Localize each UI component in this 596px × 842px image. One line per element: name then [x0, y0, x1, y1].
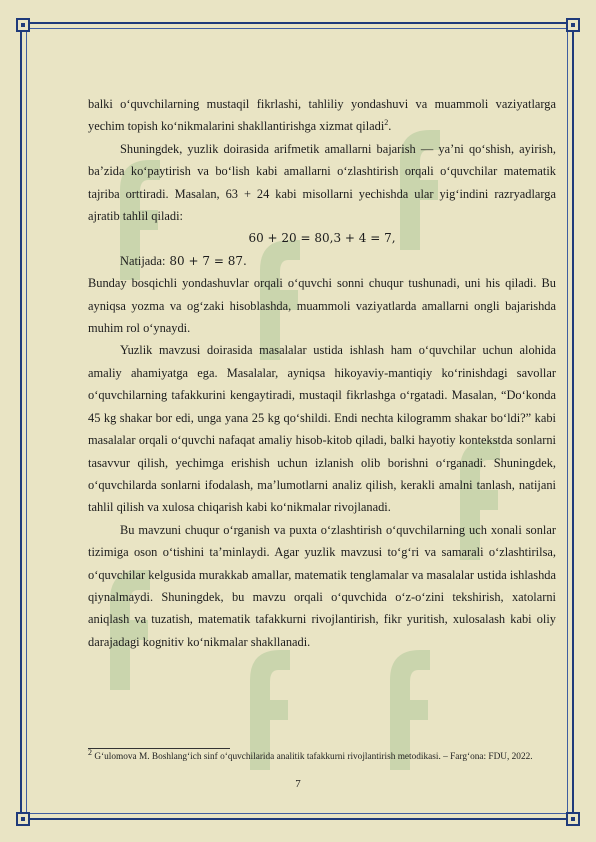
result-label: Natijada:: [120, 253, 166, 268]
result-line: [88, 250, 556, 272]
paragraph: Bunday bosqichli yondashuvlar orqali o‘quvchi sonni chuqur tushunadi, uni his qiladi. Bu ayniqsa yozma va og‘zaki hisoblashda, muammoli vaziyatlarda amallarni ongli bajarishda muhim rol o‘ynaydi.: [88, 276, 556, 336]
paragraph: Bu mavzuni chuqur o‘rganish va puxta o‘zlashtirish o‘quvchilarning uch xonali sonlar tizimiga oson o‘tishini ta’minlaydi. Agar yuzlik mavzusi to‘g‘ri va samarali o‘zlashtirilsa, o‘quvchilar kelgusida murakkab amallar, matematik tenglamalar va masalalar ustida ishlashda qiynalmaydi. Shuningdek, bu mavzu orqali o‘quvchida o‘z-o‘zini tekshirish, xatolarni aniqlash va tuzatish, matematik tafakkurni rivojlantirish, fikr yuritish, xulosalash kabi oliy darajadagi kognitiv ko‘nikmalar shakllanadi.: [88, 522, 556, 649]
paragraph-text: .: [388, 119, 392, 134]
paragraph: [88, 93, 556, 138]
corner-ornament: [566, 18, 580, 32]
footnote-reference[interactable]: 2: [384, 118, 389, 128]
footnote-mark: 2: [88, 747, 92, 757]
result-math: 80 + 7 = 87.: [169, 253, 247, 268]
corner-ornament: [16, 812, 30, 826]
footnote-divider: [88, 748, 230, 749]
formula: 60 + 20 = 80,3 + 4 = 7,: [248, 231, 396, 246]
page-number: 7: [295, 778, 301, 790]
footnote: [88, 747, 558, 763]
paragraph: Yuzlik mavzusi doirasida masalalar ustida ishlash ham o‘quvchilar uchun alohida amaliy ahamiyatga ega. Masalalar, ayniqsa hikoyaviy-mantiqiy ko‘rinishdagi savollar o‘quvchilarning tafakkurini kengaytiradi, mustaqil fikrlashga o‘rgatadi. Masalan, “Do‘konda 45 kg shakar bor edi, unga yana 25 kg qo‘shildi. Endi nechta kilogramm shakar bo‘ldi?” kabi masalalar orqali o‘quvchi nafaqat amaliy hisob-kitob qiladi, balki hayotiy kontekstda sonlarni tasavvur qilish, yechimga erishish uchun izlanish olib borishni o‘rganadi. Shuningdek, o‘quvchilarda sonlarni ifodalash, ma’lumotlarni analiz qilish, kerakli amalni tanlash, natijani tahlil qilish va xulosa chiqarish kabi ko‘nikmalar rivojlanadi.: [88, 343, 556, 515]
corner-ornament: [16, 18, 30, 32]
paragraph-text: balki o‘quvchilarning mustaqil fikrlashi, tahliliy yondashuvi va muammoli vaziyatlarga yechim topish ko‘nikmalarini shakllantirishga xizmat qiladi: [88, 97, 556, 134]
corner-ornament: [566, 812, 580, 826]
footnote-text: G‘ulomova M. Boshlang‘ich sinf o‘quvchilarida analitik tafakkurni rivojlantirish metodikasi. – Farg‘ona: FDU, 2022.: [92, 752, 533, 762]
paragraph: Shuningdek, yuzlik doirasida arifmetik amallarni bajarish — ya’ni qo‘shish, ayirish, ba’zida ko‘paytirish va bo‘lish kabi amallarni o‘zlashtirish orqali o‘quvchilar matematik tajriba orttiradi. Masalan, 63 + 24 kabi misollarni yechishda ular yig‘indini razryadlarga ajratib tahlil qiladi:: [88, 141, 556, 224]
main-text: [88, 93, 556, 653]
